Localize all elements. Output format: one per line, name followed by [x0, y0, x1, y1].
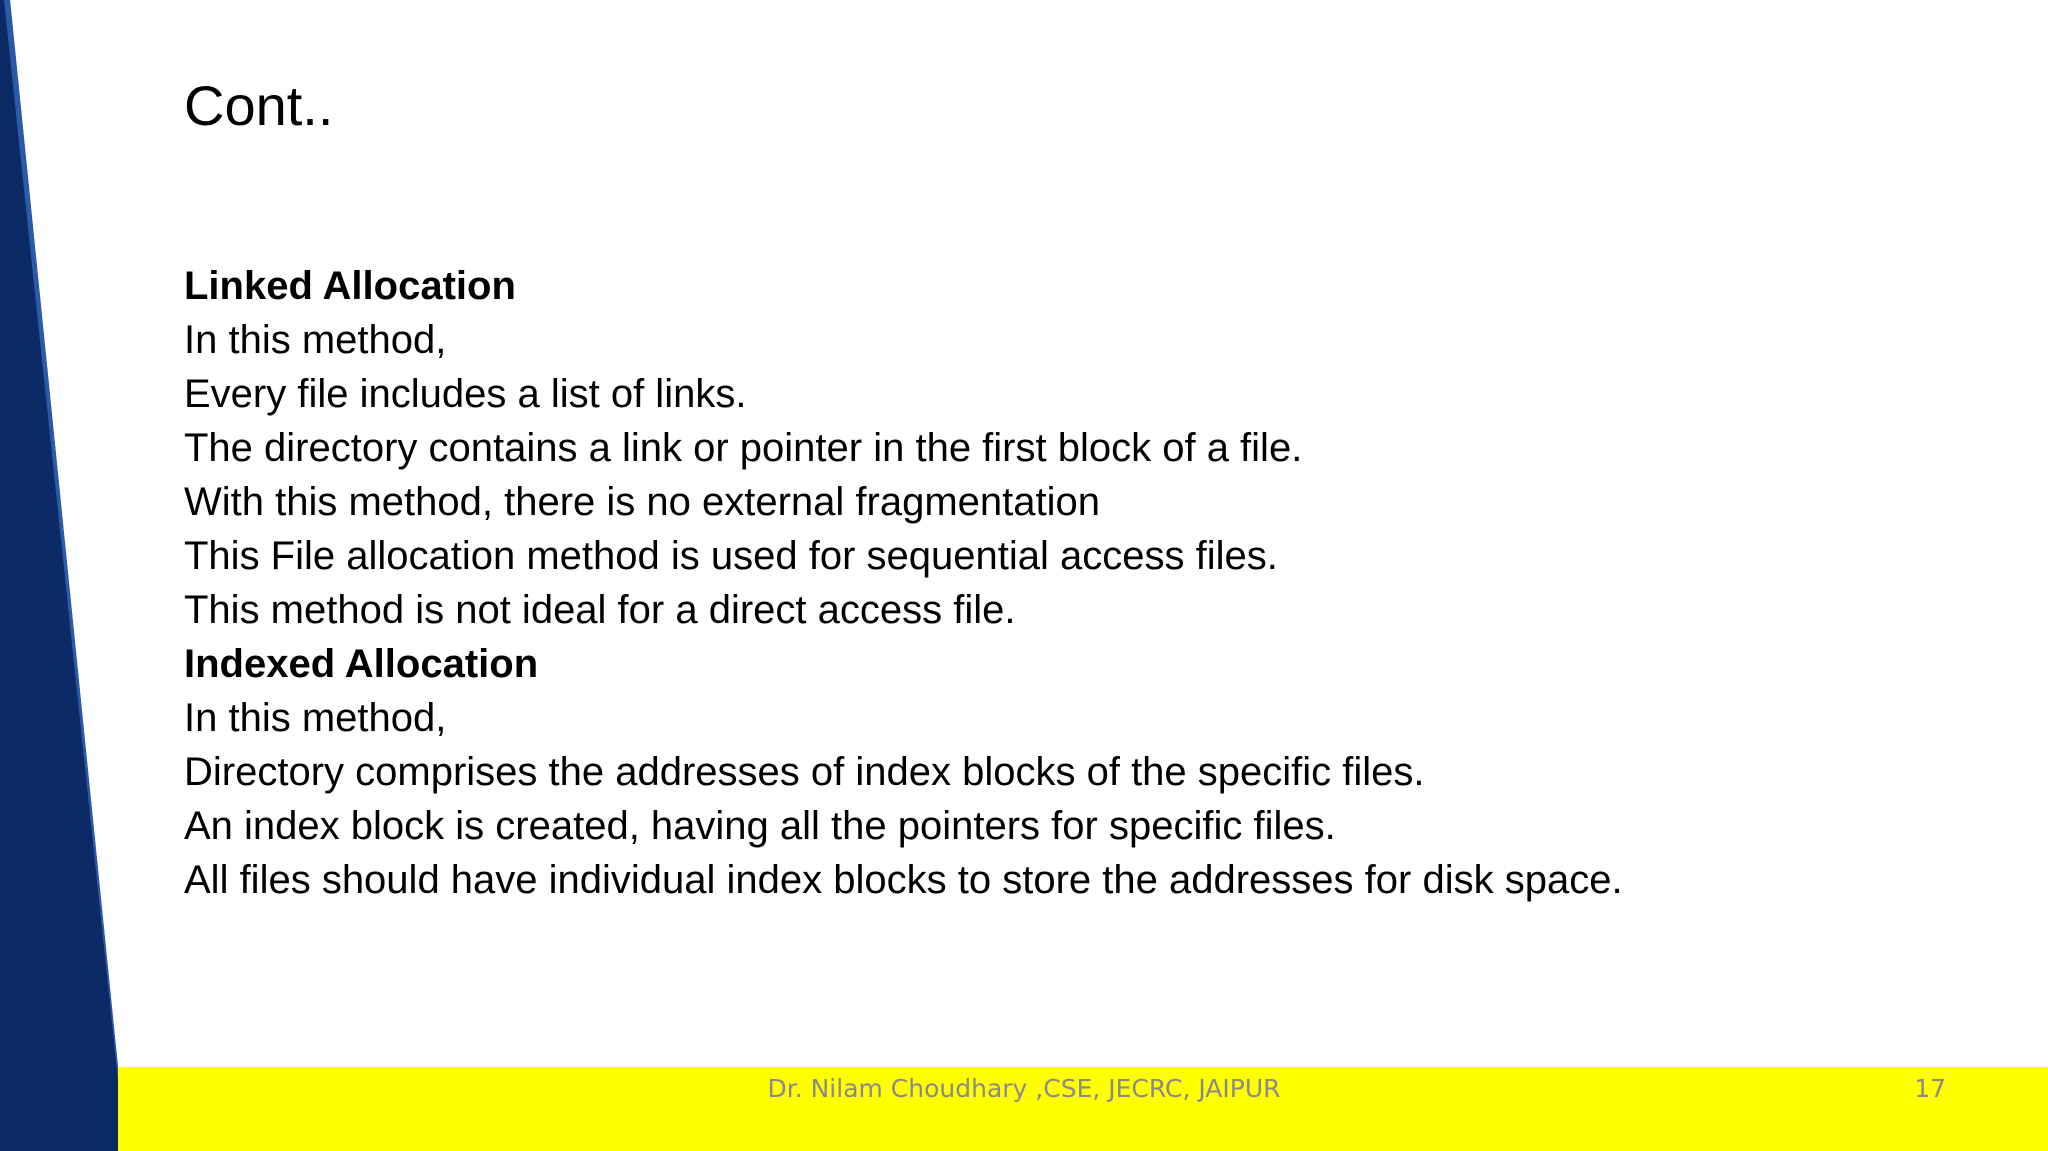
section-heading-linked-allocation: Linked Allocation — [184, 264, 516, 308]
footer-author-text: Dr. Nilam Choudhary ,CSE, JECRC, JAIPUR — [767, 1074, 1281, 1103]
body-line: With this method, there is no external fragmentation — [184, 480, 1101, 524]
body-line: This File allocation method is used for sequential access files. — [184, 534, 1278, 578]
slide-title: Cont.. — [184, 74, 334, 137]
body-line: An index block is created, having all the pointers for specific files. — [184, 804, 1336, 848]
section-heading-indexed-allocation: Indexed Allocation — [184, 642, 539, 686]
slide-body — [184, 259, 1744, 907]
body-line: Every file includes a list of links. — [184, 372, 747, 416]
body-line: This method is not ideal for a direct access file. — [184, 588, 1016, 632]
body-line: In this method, — [184, 696, 447, 740]
body-line: Directory comprises the addresses of index blocks of the specific files. — [184, 750, 1425, 794]
body-line: In this method, — [184, 318, 447, 362]
page-number: 17 — [1914, 1074, 1946, 1103]
body-line: All files should have individual index blocks to store the addresses for disk space. — [184, 858, 1623, 902]
left-accent-stripe — [0, 0, 130, 1151]
body-line: The directory contains a link or pointer in the first block of a file. — [184, 426, 1303, 470]
